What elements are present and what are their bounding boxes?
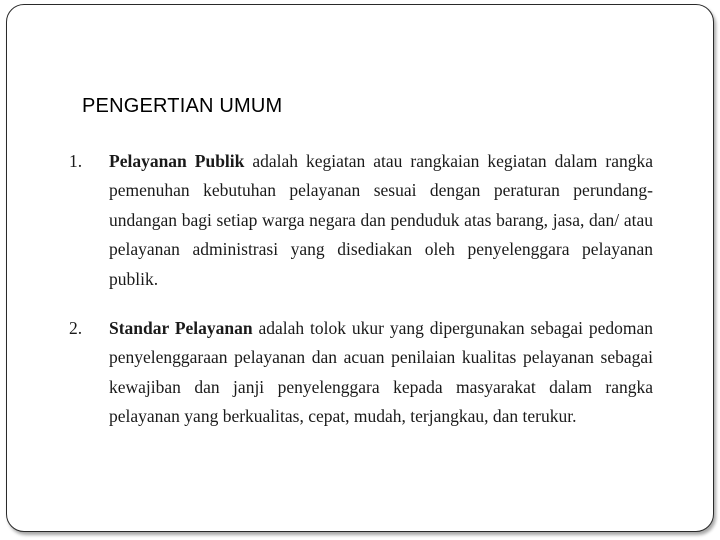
definition-text (109, 147, 653, 294)
definition-item-standar-pelayanan (69, 314, 653, 432)
item-number: 2. (69, 318, 83, 338)
definition-item-pelayanan-publik (69, 147, 653, 294)
defined-term: Pelayanan Publik (109, 151, 245, 171)
definition-body: adalah kegiatan atau rangkaian kegiatan dalam rangka pemenuhan kebutuhan pelayanan sesuai dengan peraturan perundang-undangan bagi setiap warga negara dan penduduk atas barang, jasa, dan/ atau pelayanan administrasi yang disediakan oleh penyelenggara pelayanan publik. (109, 151, 653, 289)
slide-title: PENGERTIAN UMUM (82, 95, 283, 117)
slide-frame (6, 4, 714, 532)
definition-text (109, 314, 653, 432)
defined-term: Standar Pelayanan (109, 318, 253, 338)
item-number: 1. (69, 151, 83, 171)
definition-body: adalah tolok ukur yang dipergunakan sebagai pedoman penyelenggaraan pelayanan dan acuan penilaian kualitas pelayanan sebagai kewajiban dan janji penyelenggara kepada masyarakat dalam rangka pelayanan yang berkualitas, cepat, mudah, terjangkau, dan terukur. (109, 318, 654, 427)
